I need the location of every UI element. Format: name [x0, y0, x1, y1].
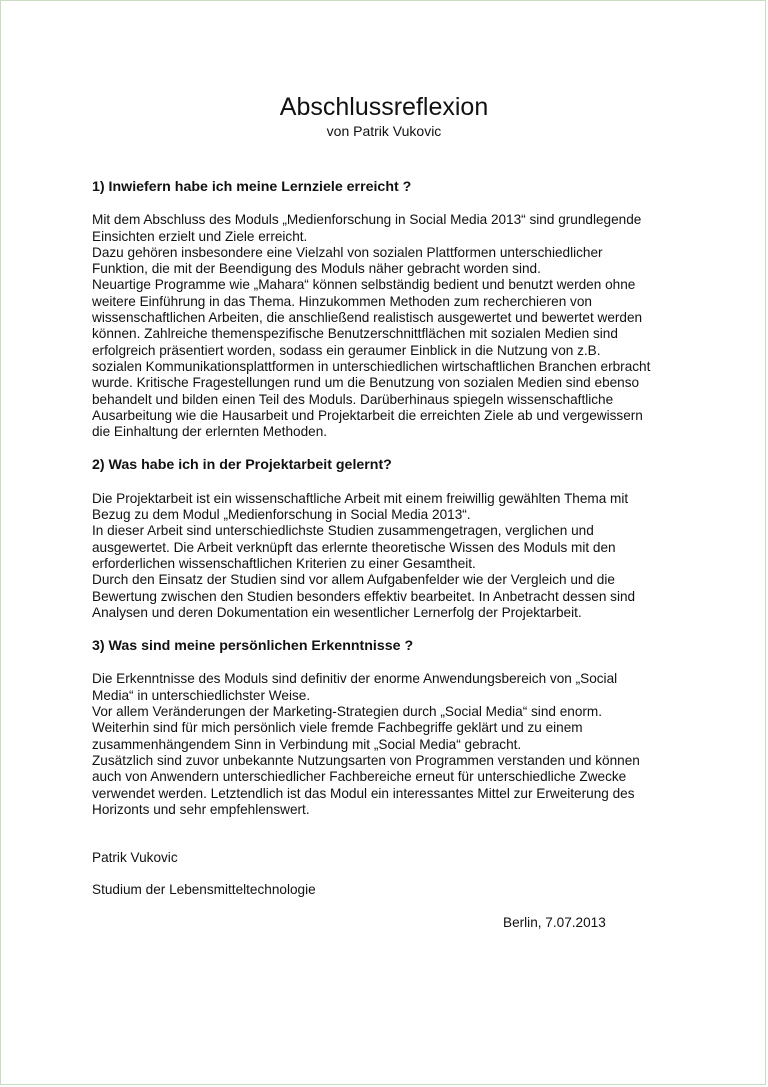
document-body	[92, 179, 692, 818]
section-1-line: Einsichten erzielt und Ziele erreicht.	[92, 228, 308, 244]
section-1-line: behandelt und bilden einen Teil des Moduls. Darüberhinaus spiegeln wissenschaftliche	[92, 391, 614, 407]
section-1-line: Dazu gehören insbesondere eine Vielzahl von sozialen Plattformen unterschiedlicher	[92, 244, 603, 260]
section-1-line: sozialen Kommunikationsplattformen in unterschiedlichen wirtschaftlichen Branchen erbracht	[92, 358, 651, 374]
section-3-line: zusammenhängendem Sinn in Verbindung mit „Social Media“ gebracht.	[92, 736, 522, 752]
section-heading-1: 1) Inwiefern habe ich meine Lernziele erreicht ?	[92, 179, 412, 195]
section-1-line: Mit dem Abschluss des Moduls „Medienforschung in Social Media 2013“ sind grundlegende	[92, 212, 642, 228]
section-3-line: Die Erkenntnisse des Moduls sind definitiv der enorme Anwendungsbereich von „Social	[92, 671, 618, 687]
section-2-line: ausgewertet. Die Arbeit verknüpft das erlernte theoretische Wissen des Moduls mit den	[92, 539, 616, 555]
section-1-line: können. Zahlreiche themenspezifische Benutzerschnittflächen mit sozialen Medien sind	[92, 326, 618, 342]
section-2-line: Die Projektarbeit ist ein wissenschaftliche Arbeit mit einem freiwillig gewählten Thema mit	[92, 490, 629, 506]
section-1-line: Ausarbeitung wie die Hausarbeit und Projektarbeit die erreichten Ziele ab und vergewissern	[92, 407, 643, 423]
signature-name: Patrik Vukovic	[92, 850, 178, 865]
section-3-line: Zusätzlich sind zuvor unbekannte Nutzungsarten von Programmen verstanden und können	[92, 752, 640, 768]
section-1-line: erfolgreich präsentiert worden, sodass ein geraumer Einblick in die Nutzung von z.B.	[92, 342, 601, 358]
signature-study: Studium der Lebensmitteltechnologie	[92, 882, 316, 897]
place-date: Berlin, 7.07.2013	[503, 915, 606, 930]
section-2-line: Analysen und deren Dokumentation ein wesentlicher Lernerfolg der Projektarbeit.	[92, 604, 582, 620]
section-1-line: wissenschaftlichen Arbeiten, die anschließend realistisch ausgewertet und bewertet werden	[92, 310, 643, 326]
section-1-line: Funktion, die mit der Beendigung des Moduls näher gebracht worden sind.	[92, 261, 541, 277]
section-2-line: Bezug zu dem Modul „Medienforschung in Social Media 2013“.	[92, 507, 471, 523]
section-3-line: auch von Anwendern unterschiedlicher Fachbereiche erneut für unterschiedliche Zwecke	[92, 769, 627, 785]
section-heading-2: 2) Was habe ich in der Projektarbeit gelernt?	[92, 457, 392, 474]
section-2-line: In dieser Arbeit sind unterschiedlichste Studien zusammengetragen, verglichen und	[92, 523, 594, 539]
author-line: von Patrik Vukovic	[326, 123, 442, 139]
section-3-line: Media“ in unterschiedlichster Weise.	[92, 687, 311, 703]
section-1-line: weitere Einführung in das Thema. Hinzukommen Methoden zum recherchieren von	[92, 293, 592, 309]
section-2-line: Bewertung zwischen den Studien besonders effektiv bearbeitet. In Anbetracht dessen sind	[92, 588, 636, 604]
section-1-line: wurde. Kritische Fragestellungen rund um die Benutzung von sozialen Medien sind ebenso	[92, 375, 640, 391]
section-1-line: Neuartige Programme wie „Mahara“ können selbständig bedient und benutzt werden ohne	[92, 277, 636, 293]
section-1-line: die Einhaltung der erlernten Methoden.	[92, 424, 328, 440]
section-3-line: Weiterhin sind für mich persönlich viele fremde Fachbegriffe geklärt und zu einem	[92, 720, 583, 736]
section-3-line: Vor allem Veränderungen der Marketing-Strategien durch „Social Media“ sind enorm.	[92, 704, 603, 720]
section-heading-3: 3) Was sind meine persönlichen Erkenntnisse ?	[92, 638, 414, 655]
section-2-line: erforderlichen wissenschaftlichen Kriterien zu einer Gesamtheit.	[92, 555, 476, 571]
section-3-line: Horizonts und sehr empfehlenswert.	[92, 801, 310, 817]
section-3-line: verwendet werden. Letztendlich ist das Modul ein interessantes Mittel zur Erweiterung des	[92, 785, 635, 801]
section-2-line: Durch den Einsatz der Studien sind vor allem Aufgabenfelder wie der Vergleich und die	[92, 572, 615, 588]
document-title: Abschlussreflexion	[279, 93, 489, 121]
